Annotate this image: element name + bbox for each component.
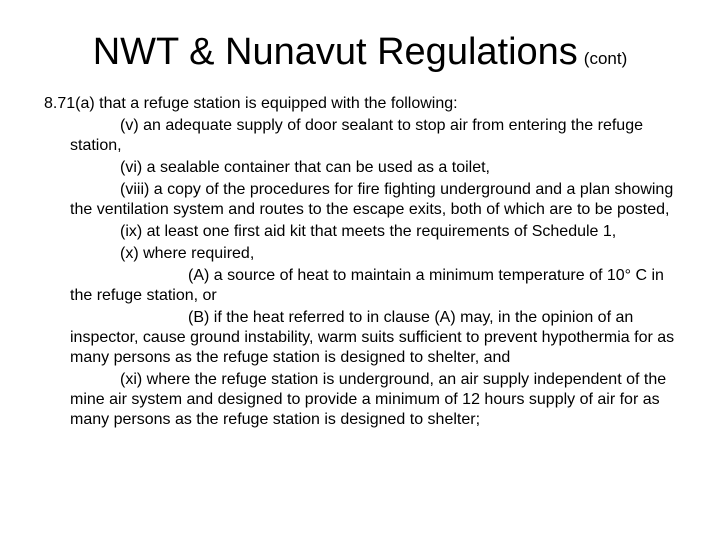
item-text: (xi) where the refuge station is underground, an air supply independent of the mine air system and designed to provide a minimum of 12 hours supply of air for as many persons as the refuge station is designed to shelter; (70, 371, 667, 428)
clause-text: (A) a source of heat to maintain a minimum temperature of 10° C in the refuge station, or (70, 267, 664, 304)
regulation-item-x (70, 244, 684, 264)
regulation-clause-b (70, 308, 684, 368)
regulation-item-viii (70, 180, 684, 220)
clause-text: (B) if the heat referred to in clause (A) may, in the opinion of an inspector, cause ground instability, warm suits sufficient to prevent hypothermia for as many persons as the refuge station is designed to shelter, and (70, 309, 675, 366)
item-text: (v) an adequate supply of door sealant to stop air from entering the refuge station, (70, 117, 643, 154)
item-text: (x) where required, (120, 245, 255, 262)
slide-body (44, 94, 684, 430)
regulation-intro: 8.71(a) that a refuge station is equipped with the following: (44, 95, 458, 112)
slide-title-suffix: (cont) (583, 49, 628, 68)
regulation-item-xi (70, 370, 684, 430)
item-text: (vi) a sealable container that can be used as a toilet, (120, 159, 490, 176)
slide-title (0, 28, 720, 83)
item-text: (viii) a copy of the procedures for fire fighting underground and a plan showing the ventilation system and routes to the escape exits, both of which are to be posted, (70, 181, 674, 218)
regulation-item-vi (70, 158, 684, 178)
regulation-item-ix (70, 222, 684, 242)
regulation-clause-a (70, 266, 684, 306)
regulation-item-v (70, 116, 684, 156)
slide-title-main: NWT & Nunavut Regulations (92, 31, 578, 73)
item-text: (ix) at least one first aid kit that meets the requirements of Schedule 1, (120, 223, 617, 240)
